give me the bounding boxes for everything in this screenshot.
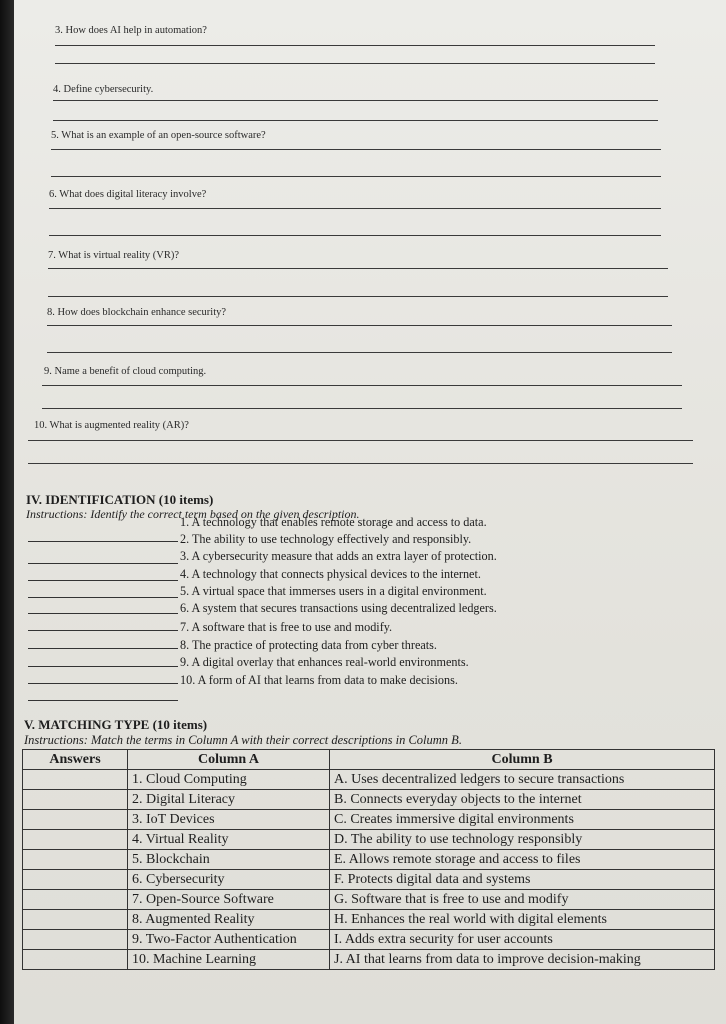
table-row [23,850,715,870]
column-a-cell: 6. Cybersecurity [128,870,330,890]
identification-item-10: 10. A form of AI that learns from data to make decisions. [180,673,458,687]
answer-line [53,100,658,101]
answer-line [53,120,658,121]
column-a-header: Column A [128,750,330,770]
identification-item-4: 4. A technology that connects physical devices to the internet. [180,567,481,581]
identification-item-1: 1. A technology that enables remote storage and access to data. [180,515,487,529]
answer-blank[interactable] [28,630,178,631]
answer-line [42,385,682,386]
table-row [23,790,715,810]
answer-line [51,176,661,177]
column-b-cell: H. Enhances the real world with digital elements [330,910,715,930]
answer-cell[interactable] [23,770,128,790]
answer-line [55,45,655,46]
question-10: 10. What is augmented reality (AR)? [34,420,189,431]
answer-cell[interactable] [23,810,128,830]
answer-line [55,63,655,64]
column-b-cell: C. Creates immersive digital environments [330,810,715,830]
answer-cell[interactable] [23,890,128,910]
answer-line [49,235,661,236]
column-a-cell: 7. Open-Source Software [128,890,330,910]
question-4: 4. Define cybersecurity. [53,84,154,95]
table-row [23,950,715,970]
answer-line [49,208,661,209]
answer-line [28,463,693,464]
answer-blank[interactable] [28,683,178,684]
matching-header-row [23,750,715,770]
answer-blank[interactable] [28,580,178,581]
worksheet-page [14,0,726,1024]
answer-cell[interactable] [23,790,128,810]
column-a-cell: 3. IoT Devices [128,810,330,830]
answer-line [51,149,661,150]
answer-line [28,440,693,441]
identification-item-2: 2. The ability to use technology effectively and responsibly. [180,532,472,546]
question-3: 3. How does AI help in automation? [55,25,207,36]
answer-line [47,352,672,353]
table-row [23,810,715,830]
column-a-cell: 1. Cloud Computing [128,770,330,790]
table-row [23,870,715,890]
column-b-header: Column B [330,750,715,770]
identification-item-6: 6. A system that secures transactions using decentralized ledgers. [180,601,497,615]
answer-cell[interactable] [23,910,128,930]
column-a-cell: 4. Virtual Reality [128,830,330,850]
table-row [23,770,715,790]
column-a-cell: 2. Digital Literacy [128,790,330,810]
identification-item-5: 5. A virtual space that immerses users in a digital environment. [180,584,487,598]
matching-instructions: Instructions: Match the terms in Column A with their correct descriptions in Column B. [24,733,462,747]
question-7: 7. What is virtual reality (VR)? [48,250,180,261]
answer-blank[interactable] [28,613,178,614]
answer-line [48,268,668,269]
answers-header: Answers [23,750,128,770]
column-b-cell: J. AI that learns from data to improve decision-making [330,950,715,970]
column-b-cell: E. Allows remote storage and access to files [330,850,715,870]
column-b-cell: D. The ability to use technology responsibly [330,830,715,850]
question-6: 6. What does digital literacy involve? [49,189,207,200]
question-8: 8. How does blockchain enhance security? [47,307,227,318]
identification-item-3: 3. A cybersecurity measure that adds an extra layer of protection. [180,549,497,563]
table-row [23,930,715,950]
column-b-cell: A. Uses decentralized ledgers to secure transactions [330,770,715,790]
answer-blank[interactable] [28,563,178,564]
answer-blank[interactable] [28,666,178,667]
answer-cell[interactable] [23,930,128,950]
table-row [23,910,715,930]
question-5: 5. What is an example of an open-source software? [51,130,266,141]
answer-line [47,325,672,326]
identification-title: IV. IDENTIFICATION (10 items) [26,492,214,507]
matching-table [22,749,715,970]
answer-line [48,296,668,297]
answer-blank[interactable] [28,597,178,598]
column-a-cell: 10. Machine Learning [128,950,330,970]
column-b-cell: G. Software that is free to use and modify [330,890,715,910]
identification-instructions: Instructions: Identify the correct term based on the given description. [26,507,360,521]
table-row [23,890,715,910]
desk-background [0,0,14,1024]
identification-item-9: 9. A digital overlay that enhances real-world environments. [180,655,469,669]
table-row [23,830,715,850]
identification-item-8: 8. The practice of protecting data from cyber threats. [180,638,437,652]
answer-blank[interactable] [28,541,178,542]
column-a-cell: 8. Augmented Reality [128,910,330,930]
answer-line [42,408,682,409]
matching-title: V. MATCHING TYPE (10 items) [24,717,208,732]
answer-blank[interactable] [28,648,178,649]
column-b-cell: B. Connects everyday objects to the internet [330,790,715,810]
column-a-cell: 5. Blockchain [128,850,330,870]
answer-cell[interactable] [23,850,128,870]
column-a-cell: 9. Two-Factor Authentication [128,930,330,950]
answer-blank[interactable] [28,700,178,701]
column-b-cell: I. Adds extra security for user accounts [330,930,715,950]
answer-cell[interactable] [23,830,128,850]
column-b-cell: F. Protects digital data and systems [330,870,715,890]
question-9: 9. Name a benefit of cloud computing. [44,366,207,377]
identification-item-7: 7. A software that is free to use and modify. [180,620,393,634]
answer-cell[interactable] [23,950,128,970]
answer-cell[interactable] [23,870,128,890]
